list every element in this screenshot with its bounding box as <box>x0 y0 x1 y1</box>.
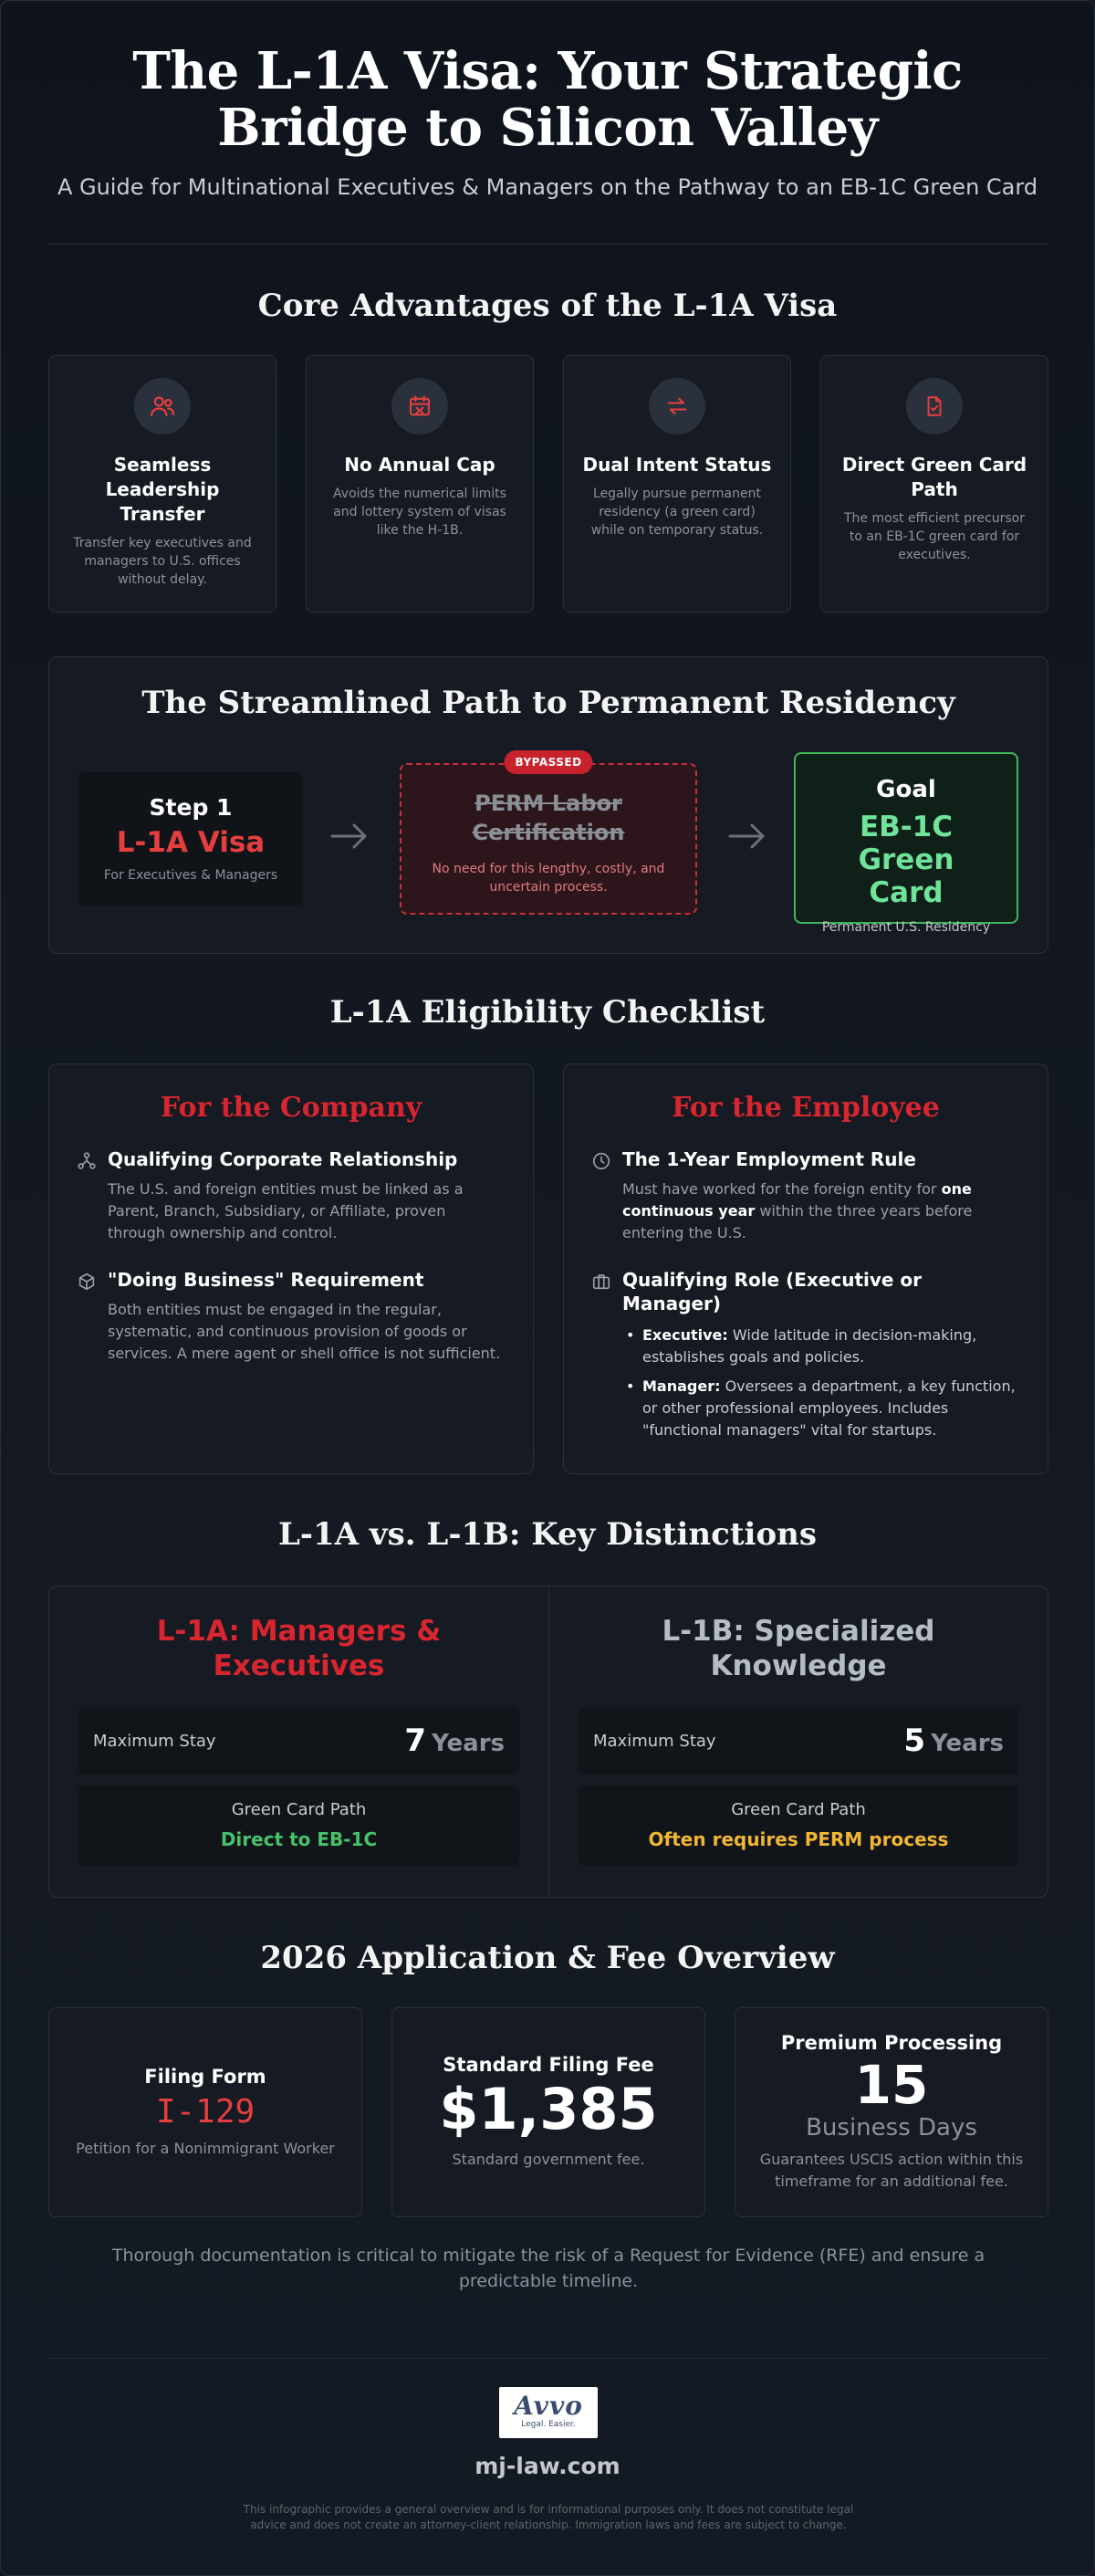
standard-fee-card <box>391 2007 705 2217</box>
advantage-desc: Transfer key executives and managers to U.S. offices without delay. <box>73 536 252 587</box>
goal-caption: Permanent U.S. Residency <box>821 920 991 935</box>
l1b-column <box>548 1586 1048 1897</box>
gc-label: Green Card Path <box>731 1800 866 1819</box>
filing-form-card <box>48 2007 362 2217</box>
fee-card-desc: Petition for a Nonimmigrant Worker <box>76 2139 335 2157</box>
fees-row <box>48 2007 1048 2217</box>
premium-processing-card <box>735 2007 1048 2217</box>
employee-heading: For the Employee <box>672 1092 940 1124</box>
logo-wordmark: Avvo <box>514 2391 583 2421</box>
l1a-heading: L-1A: Managers & Executives <box>156 1615 442 1682</box>
rule-desc-end: within the three years before entering the U.S. <box>622 1202 973 1241</box>
documentation-note: Thorough documentation is critical to mitigate the risk of a Request for Evidence (RFE) and ensure a predictable timeline. <box>111 2246 986 2291</box>
step-one-label: Step 1 <box>149 794 233 821</box>
eligibility-item-desc <box>622 1178 1020 1244</box>
path-panel <box>48 656 1048 954</box>
advantage-title: Seamless Leadership Transfer <box>105 454 220 525</box>
eligibility-item <box>591 1268 1020 1449</box>
advantage-title: No Annual Cap <box>344 454 495 476</box>
footer-divider <box>48 2358 1047 2359</box>
hero-header <box>1 1 1094 200</box>
page-subtitle: A Guide for Multinational Executives & Managers on the Pathway to an EB-1C Green Card <box>57 174 1038 200</box>
arrows-exchange-icon <box>649 378 705 435</box>
l1a-green-card-path <box>78 1785 519 1866</box>
company-eligibility-card <box>48 1063 534 1474</box>
advantage-card-leadership <box>48 355 276 613</box>
stay-label: Maximum Stay <box>93 1731 216 1751</box>
rule-desc-start: Must have worked for the foreign entity for <box>622 1180 942 1198</box>
users-icon <box>134 378 191 435</box>
advantage-desc: Legally pursue permanent residency (a green card) while on temporary status. <box>590 487 764 538</box>
comparison-table <box>48 1586 1048 1898</box>
bypassed-step-box <box>400 756 697 915</box>
fee-card-title: Filing Form <box>144 2065 266 2088</box>
bullet-text: Oversees a department, a key function, or other professional employees. Includes "functional managers" vital for startups. <box>642 1377 1016 1439</box>
gc-label: Green Card Path <box>231 1800 367 1819</box>
hierarchy-icon <box>77 1151 97 1244</box>
fees-title: 2026 Application & Fee Overview <box>260 1940 835 1976</box>
goal-label: Goal <box>876 776 936 803</box>
advantage-card-dual-intent <box>563 355 791 613</box>
advantage-title: Dual Intent Status <box>582 454 772 476</box>
company-heading: For the Company <box>160 1092 422 1124</box>
step-one-box <box>78 772 303 906</box>
fee-card-title: Standard Filing Fee <box>443 2054 654 2076</box>
goal-value: EB-1C Green Card <box>858 811 954 909</box>
l1b-max-stay <box>579 1707 1018 1775</box>
gc-value: Often requires PERM process <box>648 1828 949 1850</box>
l1a-column <box>49 1586 548 1897</box>
advantage-desc: Avoids the numerical limits and lottery system of visas like the H-1B. <box>333 487 506 538</box>
page-title: The L-1A Visa: Your Strategic Bridge to Silicon Valley <box>132 41 963 158</box>
advantages-row <box>48 355 1048 613</box>
step-one-caption: For Executives & Managers <box>103 868 278 883</box>
disclaimer-text: This infographic provides a general overview and is for informational purposes only. It does not constitute legal advice and does not create an attorney-client relationship. Immigration laws and fees are subject to change. <box>243 2503 854 2531</box>
l1b-green-card-path <box>579 1785 1018 1866</box>
stay-value <box>404 1723 505 1759</box>
l1a-max-stay <box>78 1707 519 1775</box>
bypassed-badge: BYPASSED <box>504 750 592 774</box>
stay-unit: Years <box>931 1730 1004 1757</box>
filing-form-value: I-129 <box>155 2092 256 2131</box>
arrow-right-icon <box>327 820 372 853</box>
eligibility-title: L-1A Eligibility Checklist <box>329 994 766 1031</box>
step-one-value: L-1A Visa <box>116 826 266 859</box>
eligibility-item-desc: The U.S. and foreign entities must be linked as a Parent, Branch, Subsidiary, or Affiliate, proven through ownership and control. <box>108 1180 464 1241</box>
header-divider <box>48 244 1047 245</box>
comparison-title: L-1A vs. L-1B: Key Distinctions <box>277 1516 818 1553</box>
fee-card-title: Premium Processing <box>780 2032 1003 2054</box>
eligibility-item-title: Qualifying Corporate Relationship <box>108 1148 458 1170</box>
rule-desc-emphasis: one continuous year <box>622 1180 972 1220</box>
role-bullet-manager <box>622 1376 1020 1441</box>
eligibility-item <box>77 1268 506 1365</box>
bullet-text: Wide latitude in decision-making, establishes goals and policies. <box>642 1326 977 1366</box>
eligibility-item-title: The 1-Year Employment Rule <box>622 1148 916 1170</box>
stay-number: 7 <box>404 1723 427 1759</box>
stay-unit: Years <box>432 1730 505 1757</box>
standard-fee-value: $1,385 <box>439 2076 658 2142</box>
advantages-title: Core Advantages of the L-1A Visa <box>257 288 838 324</box>
fee-card-desc: Standard government fee. <box>452 2151 645 2168</box>
stay-label: Maximum Stay <box>593 1731 716 1751</box>
eligibility-item <box>591 1147 1020 1244</box>
goal-box <box>794 752 1018 935</box>
bypassed-title: PERM Labor Certification <box>472 791 625 845</box>
website-link[interactable]: mj-law.com <box>474 2453 620 2479</box>
advantage-title: Direct Green Card Path <box>841 454 1027 500</box>
role-bullets <box>622 1325 1020 1441</box>
bypassed-note: No need for this lengthy, costly, and uncertain process. <box>432 862 665 895</box>
avvo-logo[interactable] <box>499 2387 598 2438</box>
advantage-desc: The most efficient precursor to an EB-1C green card for executives. <box>844 511 1025 562</box>
arrow-right-icon <box>725 820 770 853</box>
path-title: The Streamlined Path to Permanent Residency <box>141 685 955 721</box>
stay-value <box>903 1723 1004 1759</box>
eligibility-item-title: "Doing Business" Requirement <box>108 1269 424 1291</box>
calendar-x-icon <box>391 378 448 435</box>
eligibility-item-title: Qualifying Role (Executive or Manager) <box>622 1269 923 1314</box>
box-icon <box>77 1272 97 1365</box>
employee-eligibility-card <box>563 1063 1048 1474</box>
advantage-card-no-cap <box>306 355 534 613</box>
briefcase-icon <box>591 1272 611 1449</box>
logo-tagline: Legal. Easier. <box>521 2420 576 2429</box>
advantage-card-green-card-path <box>820 355 1048 613</box>
eligibility-item <box>77 1147 506 1244</box>
document-check-icon <box>906 378 963 435</box>
bullet-term: Executive: <box>642 1326 728 1344</box>
fee-card-desc: Guarantees USCIS action within this timeframe for an additional fee. <box>759 2151 1024 2190</box>
role-bullet-executive <box>622 1325 1020 1368</box>
premium-days-value: 15 <box>854 2054 929 2116</box>
stay-number: 5 <box>903 1723 926 1759</box>
eligibility-item-desc: Both entities must be engaged in the regular, systematic, and continuous provision of goods or services. A mere agent or shell office is not sufficient. <box>108 1301 501 1362</box>
clock-icon <box>591 1151 611 1244</box>
gc-value: Direct to EB-1C <box>220 1828 378 1850</box>
bullet-term: Manager: <box>642 1377 721 1395</box>
premium-days-unit: Business Days <box>806 2114 977 2141</box>
l1b-heading: L-1B: Specialized Knowledge <box>662 1615 935 1682</box>
